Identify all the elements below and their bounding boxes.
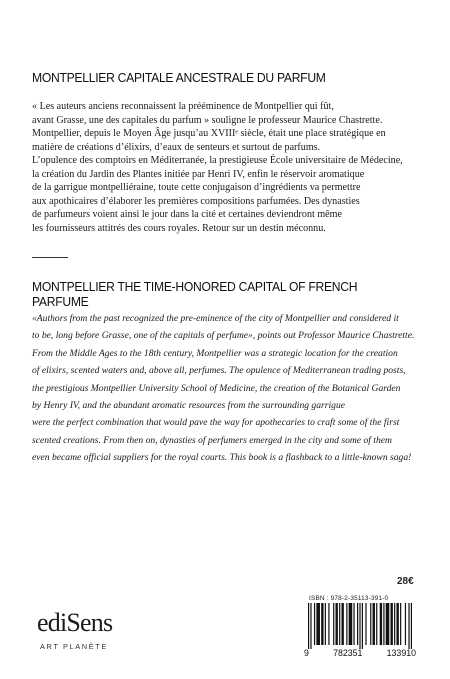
barcode-digit-group: 9 <box>304 648 309 658</box>
english-line: even became official suppliers for the royal courts. This book is a flashback to a little-known saga! <box>32 452 412 464</box>
barcode-bar <box>346 603 347 645</box>
barcode-bar <box>386 603 390 645</box>
publisher-name: ediSens <box>37 608 113 637</box>
french-title: MONTPELLIER CAPITALE ANCESTRALE DU PARFUM <box>32 70 326 85</box>
barcode-bar <box>335 603 337 645</box>
publisher-imprint: ART PLANÈTE <box>40 642 108 651</box>
barcode-bar <box>321 603 323 645</box>
english-line: the prestigious Montpellier University School of Medicine, the creation of the Botanical Garden <box>32 382 401 394</box>
french-line: matière de créations d’élixirs, d’eaux de senteurs et surtout de parfums. <box>32 141 321 153</box>
barcode-bar <box>400 603 401 645</box>
section-divider <box>32 257 68 258</box>
barcode-bar <box>357 603 358 645</box>
price-label: 28€ <box>397 576 414 587</box>
french-paragraph <box>32 100 427 235</box>
isbn-label: ISBN : 978-2-35113-391-0 <box>309 595 389 602</box>
barcode-bar <box>349 603 353 645</box>
french-line: aux apothicaires d’élaborer les premières compositions parfumées. Des dynasties <box>32 195 360 207</box>
barcode-bar <box>359 603 360 649</box>
barcode-bar <box>341 603 343 645</box>
barcode-bar <box>353 603 354 645</box>
barcode-bar <box>316 603 320 645</box>
french-line: avant Grasse, une des capitales du parfum » souligne le professeur Maurice Chastrette. <box>32 114 383 126</box>
barcode-bar <box>411 603 412 649</box>
barcode-bar <box>370 603 371 645</box>
barcode-bar <box>339 603 340 645</box>
barcode-bar <box>373 603 375 645</box>
barcode-digit-group: 133910 <box>386 648 416 658</box>
barcode-bar <box>325 603 326 645</box>
english-line: From the Middle Ages to the 18th century, Montpellier was a strategic location for the creation <box>32 347 398 359</box>
barcode-bar <box>405 603 406 645</box>
french-line: L’opulence des comptoirs en Méditerranée, la prestigieuse École universitaire de Médecine, <box>32 155 403 166</box>
barcode-digits <box>304 648 416 658</box>
barcode-bar <box>390 603 392 645</box>
french-line: de parfumeurs voient ainsi le jour dans la cité et certaines deviendront même <box>32 209 342 220</box>
barcode-bar <box>394 603 395 645</box>
barcode-bar <box>408 603 409 649</box>
french-line: la création du Jardin des Plantes initiée par Henri IV, enfin le réservoir aromatique <box>32 168 365 180</box>
barcode-digit-group: 782351 <box>333 648 363 658</box>
french-line: les fournisseurs attitrés des cours royales. Retour sur un destin méconnu. <box>32 222 326 234</box>
english-line: of elixirs, scented waters and, above all, perfumes. The opulence of Mediterranean trading posts, <box>32 365 406 377</box>
french-line: de la garrigue montpelliéraine, toute cette conjugaison d’ingrédients va permettre <box>32 182 361 193</box>
french-line: Montpellier, depuis le Moyen Âge jusqu’au XVIIIᵉ siècle, était une place stratégique en <box>32 128 386 139</box>
barcode-bar <box>362 603 363 649</box>
barcode-bar <box>365 603 366 645</box>
barcode-bar <box>314 603 315 645</box>
english-line: were the perfect combination that would pave the way for apothecaries to craft some of the first <box>32 417 400 429</box>
english-line: «Authors from the past recognized the pre-eminence of the city of Montpellier and considered it <box>32 313 399 324</box>
barcode-bar <box>380 603 382 645</box>
barcode-bar <box>333 603 334 645</box>
english-line: by Henry IV, and the abundant aromatic resources from the surrounding garrigue <box>32 400 346 412</box>
barcode-bar <box>328 603 329 645</box>
publisher-logo <box>37 608 127 662</box>
barcode-bar <box>308 603 309 649</box>
barcode-bar <box>376 603 377 645</box>
english-line: to be, long before Grasse, one of the capitals of perfume», points out Professor Maurice Chastrette. <box>32 330 415 342</box>
french-line: « Les auteurs anciens reconnaissent la prééminence de Montpellier qui fût, <box>32 101 334 112</box>
english-paragraph <box>32 310 427 467</box>
barcode-bar <box>396 603 398 645</box>
english-line: scented creations. From then on, dynasties of perfumers emerged in the city and some of them <box>32 434 392 446</box>
english-title: MONTPELLIER THE TIME-HONORED CAPITAL OF FRENCH PARFUME <box>32 279 358 309</box>
barcode-bar <box>310 603 311 649</box>
barcode-bar <box>383 603 384 645</box>
barcode <box>308 603 412 649</box>
